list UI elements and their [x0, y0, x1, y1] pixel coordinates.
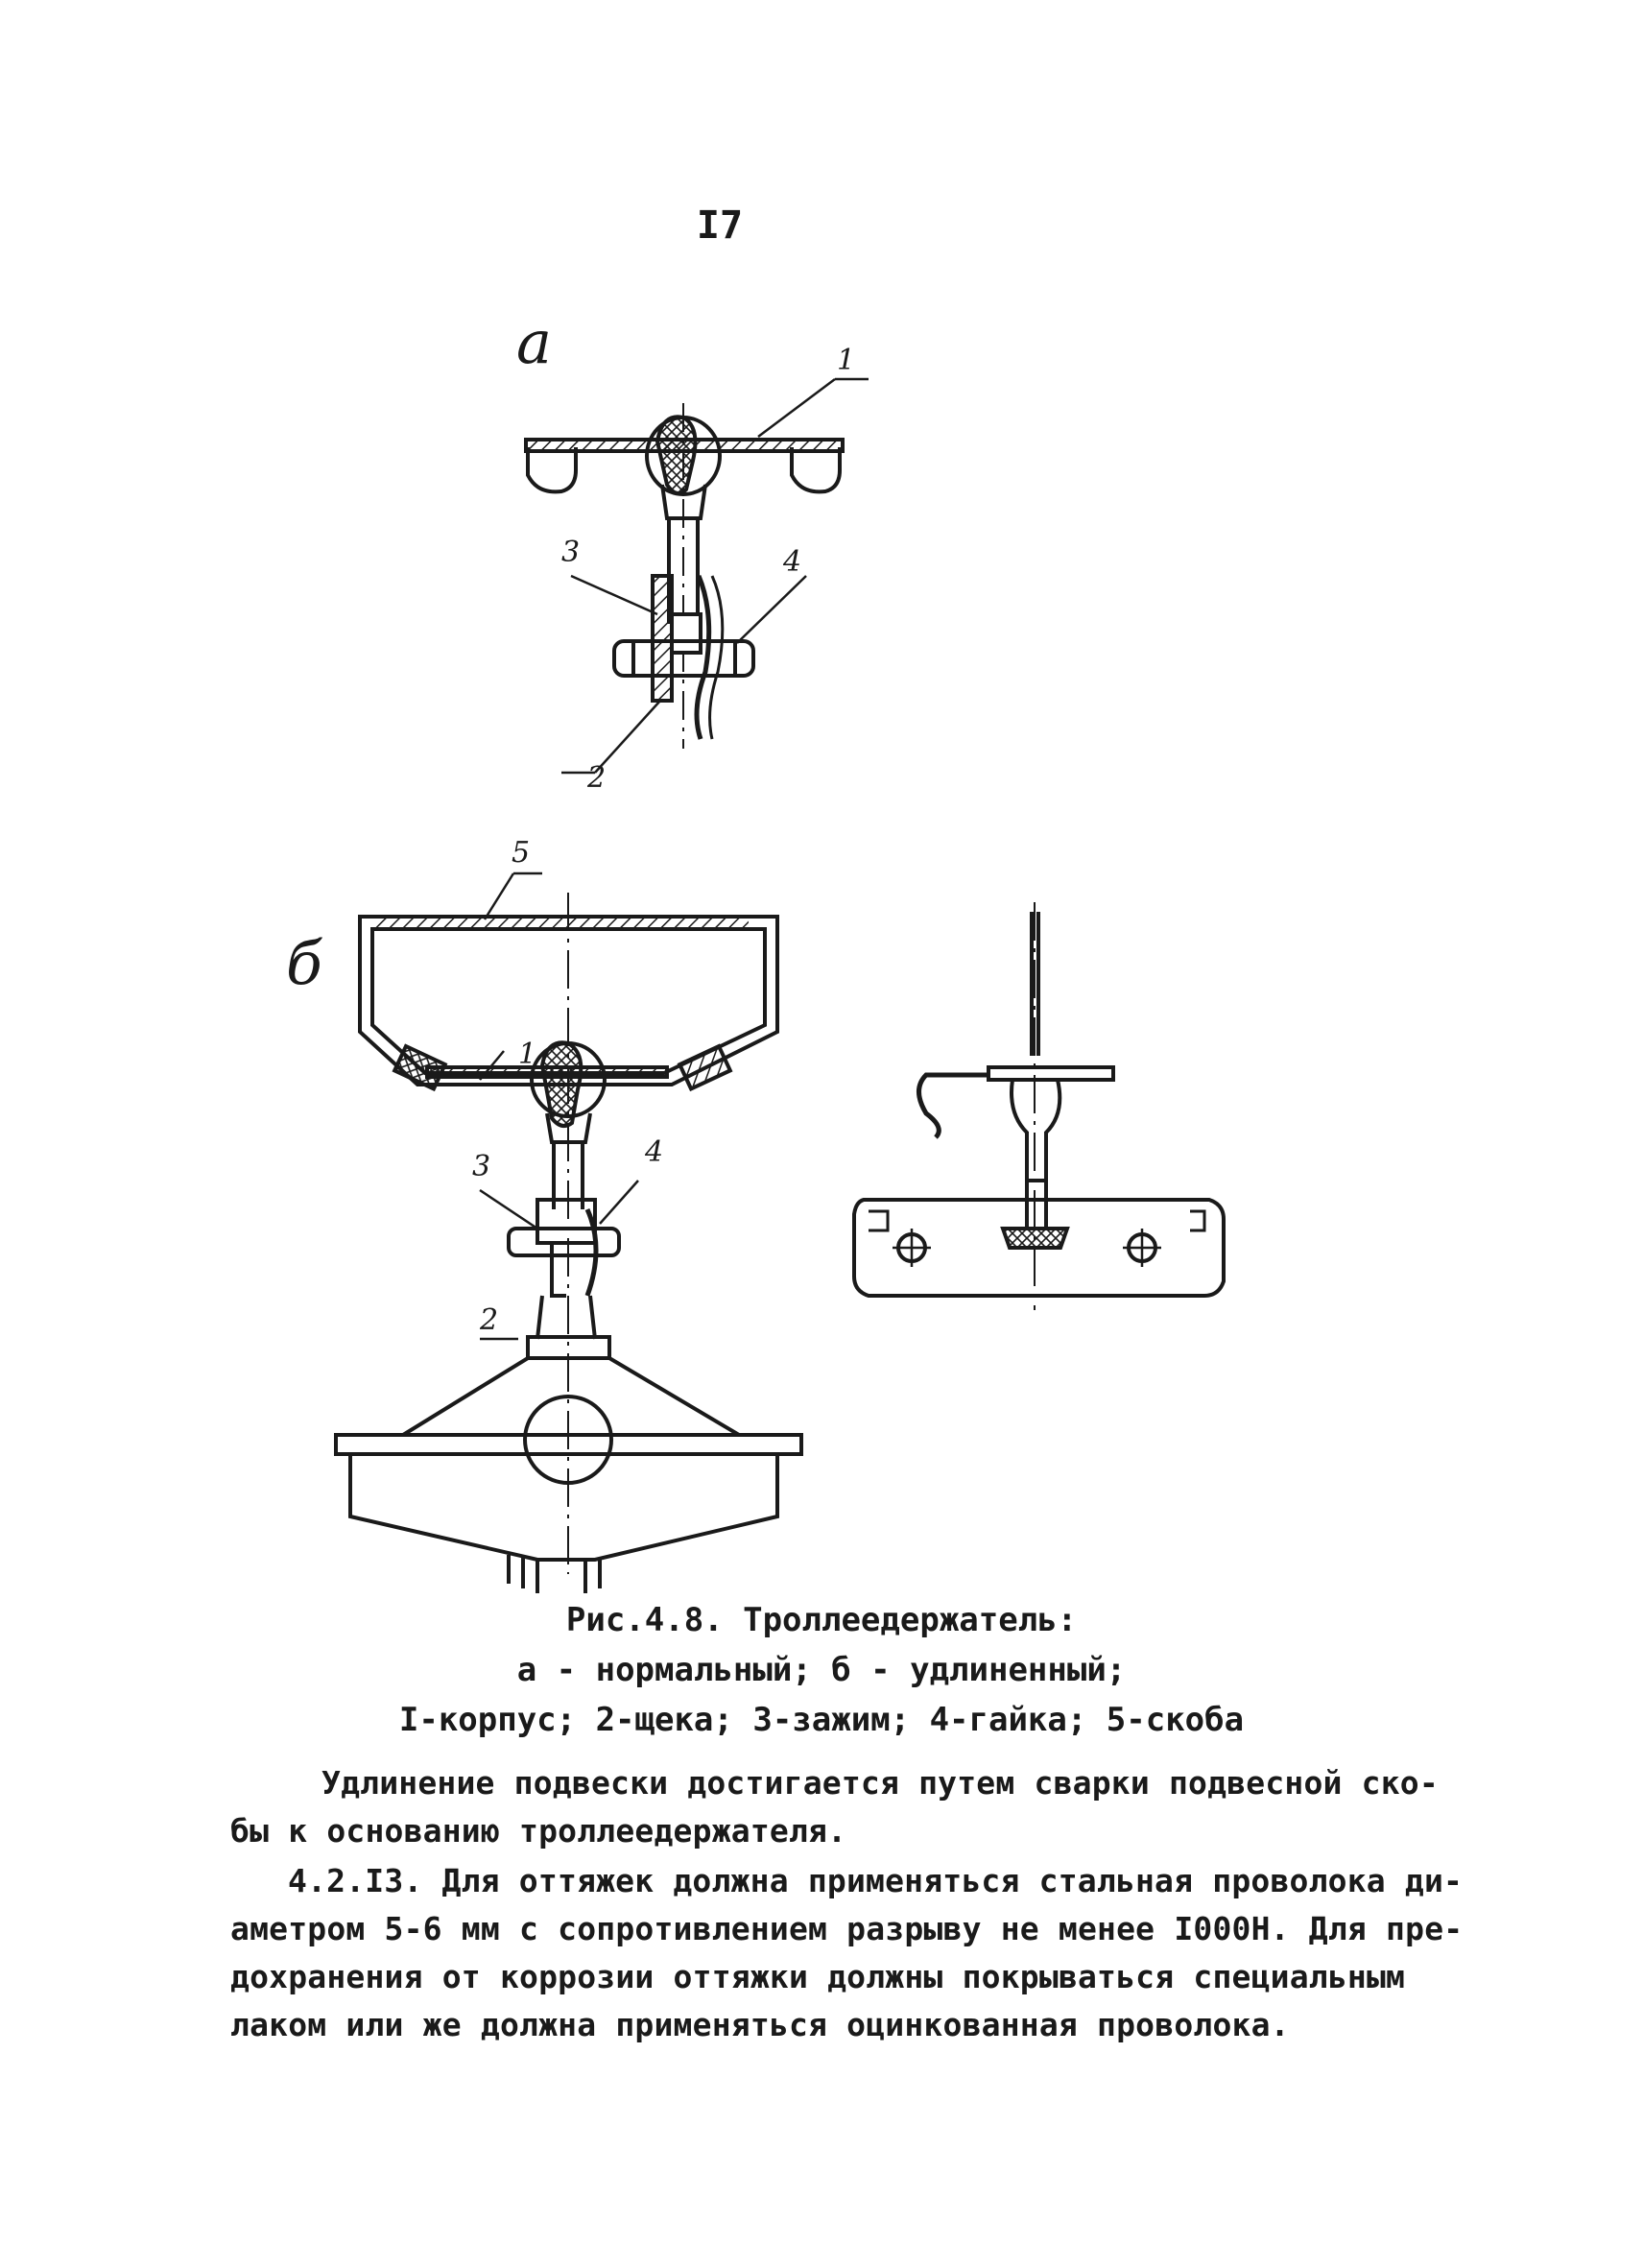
callout-b-3: 3: [472, 1150, 491, 1183]
callout-b-4: 4: [645, 1135, 664, 1169]
callouts-a: [561, 344, 855, 795]
paragraph-2-line-2: аметром 5-6 мм с сопротивлением разрыву не менее I000Н. Для пре-: [230, 1910, 1464, 1947]
page-number: I7: [696, 203, 744, 248]
label-b: б: [286, 928, 322, 998]
callout-a-1: 1: [837, 344, 856, 377]
paragraph-1-line-1: Удлинение подвески достигается путем сварки подвесной ско-: [321, 1764, 1439, 1802]
callout-b-2: 2: [480, 1303, 499, 1337]
caption-legend: I-корпус; 2-щека; 3-зажим; 4-гайка; 5-скоба: [398, 1701, 1245, 1739]
figure-b: [286, 873, 801, 1593]
callout-a-4: 4: [783, 545, 802, 579]
caption-title: Рис.4.8. Троллеедержатель:: [565, 1601, 1078, 1639]
paragraph-2-line-1: 4.2.I3. Для оттяжек должна применяться стальная проволока ди-: [288, 1862, 1464, 1899]
callout-b-1: 1: [518, 1038, 537, 1071]
paragraph-2-line-3: дохранения от коррозии оттяжки должны покрываться специальным: [230, 1958, 1406, 1995]
label-a: а: [516, 307, 552, 377]
figure-b-side-view: [854, 902, 1224, 1310]
paragraph-1-line-2: бы к основанию троллеедержателя.: [230, 1812, 847, 1850]
callout-b-5: 5: [512, 836, 531, 870]
callout-a-3: 3: [561, 536, 581, 569]
paragraph-2-line-4: лаком или же должна применяться оцинкованная проволока.: [230, 2006, 1290, 2043]
callout-a-2: 2: [587, 761, 607, 795]
caption-subtitle: а - нормальный; б - удлиненный;: [516, 1651, 1127, 1689]
